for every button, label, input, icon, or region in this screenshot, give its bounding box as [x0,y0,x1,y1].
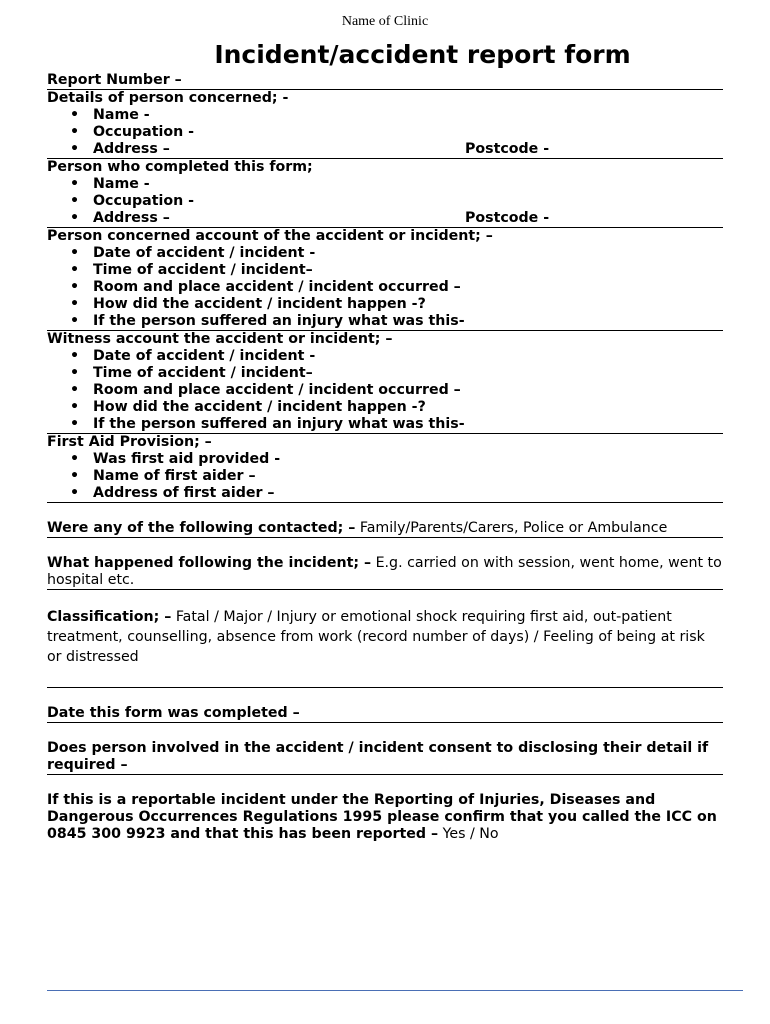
completer-name-field: • Name - [93,176,723,193]
first-aid-section [47,434,723,503]
riddor-section [47,792,723,843]
completer-occupation-field: • Occupation - [93,193,723,210]
person-account-section [47,228,723,331]
following-label: What happened following the incident; – [47,555,372,571]
list-item: • Time of accident / incident– [93,262,723,279]
contacted-text: Family/Parents/Carers, Police or Ambulance [355,520,668,536]
list-item: • Address of first aider – [93,485,723,502]
riddor-label: If this is a reportable incident under the Reporting of Injuries, Diseases and Dangerous Occurrences Regulations 1995 please confirm that you called the ICC on 0845 300 9923 and that this has been reported – [47,792,717,842]
form-body [47,72,723,843]
riddor-text: Yes / No [438,826,499,842]
list-item: • Name of first aider – [93,468,723,485]
list-item: • Date of accident / incident - [93,348,723,365]
completer-postcode-field: Postcode - [465,210,550,226]
first-aid-heading: First Aid Provision; – [47,434,212,450]
contacted-section [47,520,723,538]
completer-heading: Person who completed this form; [47,159,313,175]
list-item: • How did the accident / incident happen -? [93,296,723,313]
consent-field: Does person involved in the accident / incident consent to disclosing their detail if required – [47,740,723,775]
report-number-field: Report Number – [47,72,723,90]
list-item: • If the person suffered an injury what was this- [93,313,723,330]
person-name-field: • Name - [93,107,723,124]
following-text: E.g. carried on with session, went home, went to hospital etc. [47,555,722,588]
person-address-row [93,141,723,158]
witness-account-heading: Witness account the accident or incident; – [47,331,393,347]
person-postcode-field: Postcode - [465,141,550,157]
clinic-name: Name of Clinic [341,14,429,29]
witness-account-list [47,348,723,433]
classification-section [47,607,723,688]
completer-list [47,176,723,227]
footer-divider [47,990,743,991]
form-title: Incident/accident report form [214,40,631,69]
person-account-list [47,245,723,330]
completer-address-field: • Address – [93,210,170,226]
list-item: • Room and place accident / incident occurred – [93,382,723,399]
list-item: • How did the accident / incident happen -? [93,399,723,416]
date-completed-field: Date this form was completed – [47,705,723,723]
person-address-field: • Address – [93,141,170,157]
list-item: • Was first aid provided - [93,451,723,468]
following-section [47,555,723,590]
classification-text: Fatal / Major / Injury or emotional shock requiring first aid, out-patient treatment, counselling, absence from work (record number of days) / Feeling of being at risk or distressed [47,609,705,665]
completer-section [47,159,723,228]
contacted-label: Were any of the following contacted; – [47,520,356,536]
list-item: • Room and place accident / incident occurred – [93,279,723,296]
list-item: • If the person suffered an injury what was this- [93,416,723,433]
person-details-heading: Details of person concerned; - [47,90,289,106]
person-details-section [47,90,723,159]
witness-account-section [47,331,723,434]
first-aid-list [47,451,723,502]
completer-address-row [93,210,723,227]
person-details-list [47,107,723,158]
classification-label: Classification; – [47,609,172,625]
list-item: • Time of accident / incident– [93,365,723,382]
list-item: • Date of accident / incident - [93,245,723,262]
person-account-heading: Person concerned account of the accident or incident; – [47,228,493,244]
person-occupation-field: • Occupation - [93,124,723,141]
